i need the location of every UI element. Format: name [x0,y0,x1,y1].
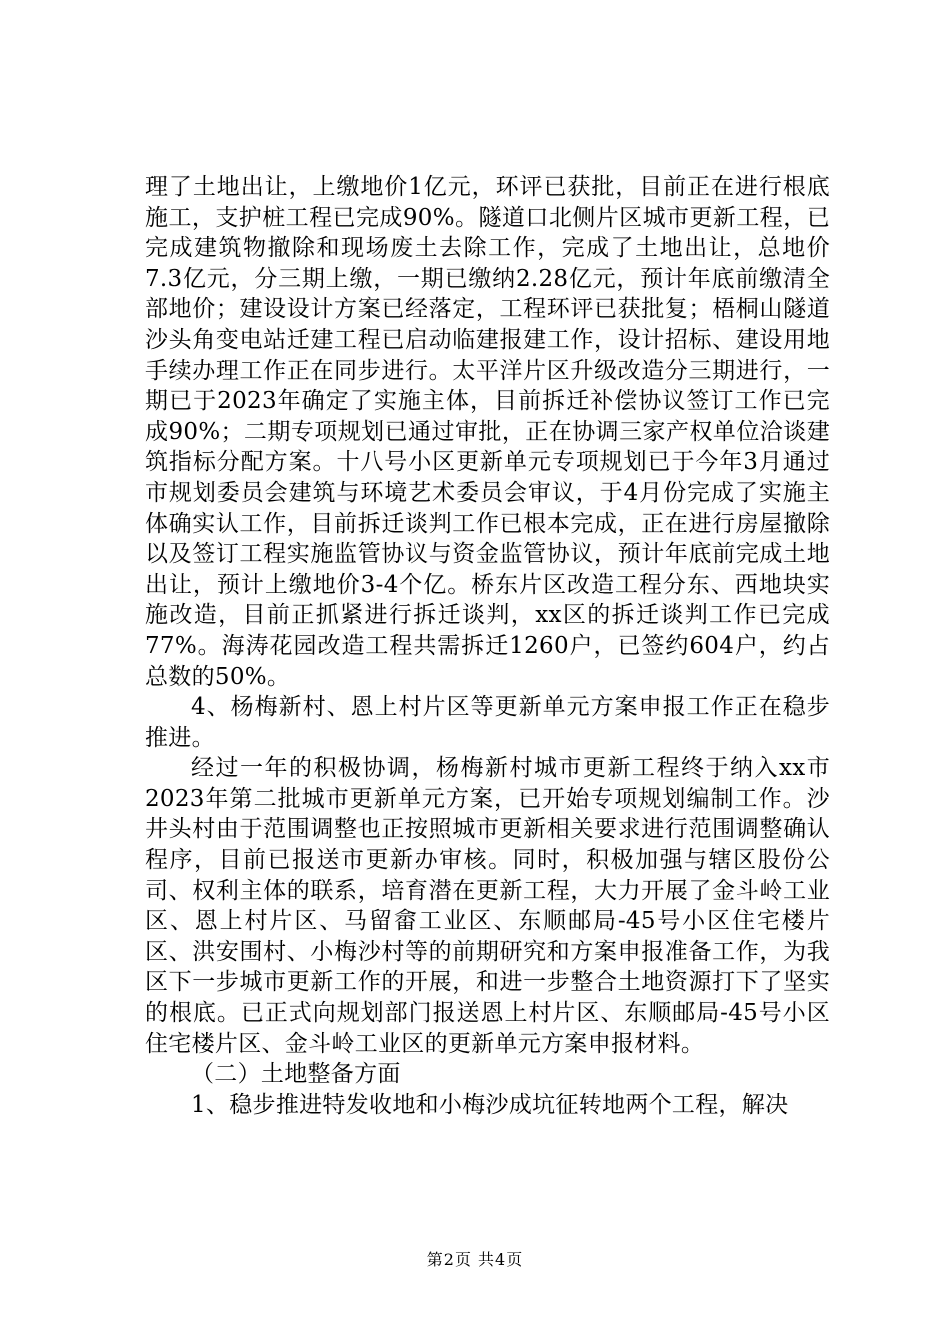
paragraph-item-4-heading: 4、杨梅新村、恩上村片区等更新单元方案申报工作正在稳步推进。 [145,694,830,751]
section-heading-land-preparation: （二）土地整备方面 [191,1061,401,1088]
paragraph-renewal-coordination: 经过一年的积极协调，杨梅新村城市更新工程终于纳入xx市2023年第二批城市更新单元方案，已开始专项规划编制工作。沙井头村由于范围调整也正按照城市更新相关要求进行范围调整确认程序，目前已报送市更新办审核。同时，积极加强与辖区股份公司、权利主体的联系，培育潜在更新工程，大力开展了金斗岭工业区、恩上村片区、马留畲工业区、东顺邮局-45号小区住宅楼片区、洪安围村、小梅沙村等的前期研究和方案申报准备工作，为我区下一步城市更新工作的开展，和进一步整合土地资源打下了坚实的根底。已正式向规划部门报送恩上村片区、东顺邮局-45号小区住宅楼片区、金斗岭工业区的更新单元方案申报材料。 [145,755,830,1057]
document-body [145,172,830,1120]
paragraph-project-progress: 理了土地出让，上缴地价1亿元，环评已获批，目前正在进行根底施工，支护桩工程已完成90%。隧道口北侧片区城市更新工程，已完成建筑物撤除和现场废土去除工作，完成了土地出让，总地价7.3亿元，分三期上缴，一期已缴纳2.28亿元，预计年底前缴清全部地价；建设设计方案已经落定，工程环评已获批复；梧桐山隧道沙头角变电站迁建工程已启动临建报建工作，设计招标、建设用地手续办理工作正在同步进行。太平洋片区升级改造分三期进行，一期已于2023年确定了实施主体，目前拆迁补偿协议签订工作已完成90%；二期专项规划已通过审批，正在协调三家产权单位洽谈建筑指标分配方案。十八号小区更新单元专项规划已于今年3月通过市规划委员会建筑与环境艺术委员会审议，于4月份完成了实施主体确实认工作，目前拆迁谈判工作已根本完成，正在进行房屋撤除以及签订工程实施监管协议与资金监管协议，预计年底前完成土地出让，预计上缴地价3-4个亿。桥东片区改造工程分东、西地块实施改造，目前正抓紧进行拆迁谈判，xx区的拆迁谈判工作已完成77%。海涛花园改造工程共需拆迁1260户，已签约604户，约占总数的50%。 [145,174,830,690]
page-number-footer: 第2页 共4页 [426,1250,524,1269]
paragraph-item-1: 1、稳步推进特发收地和小梅沙成坑征转地两个工程，解决 [191,1091,789,1118]
